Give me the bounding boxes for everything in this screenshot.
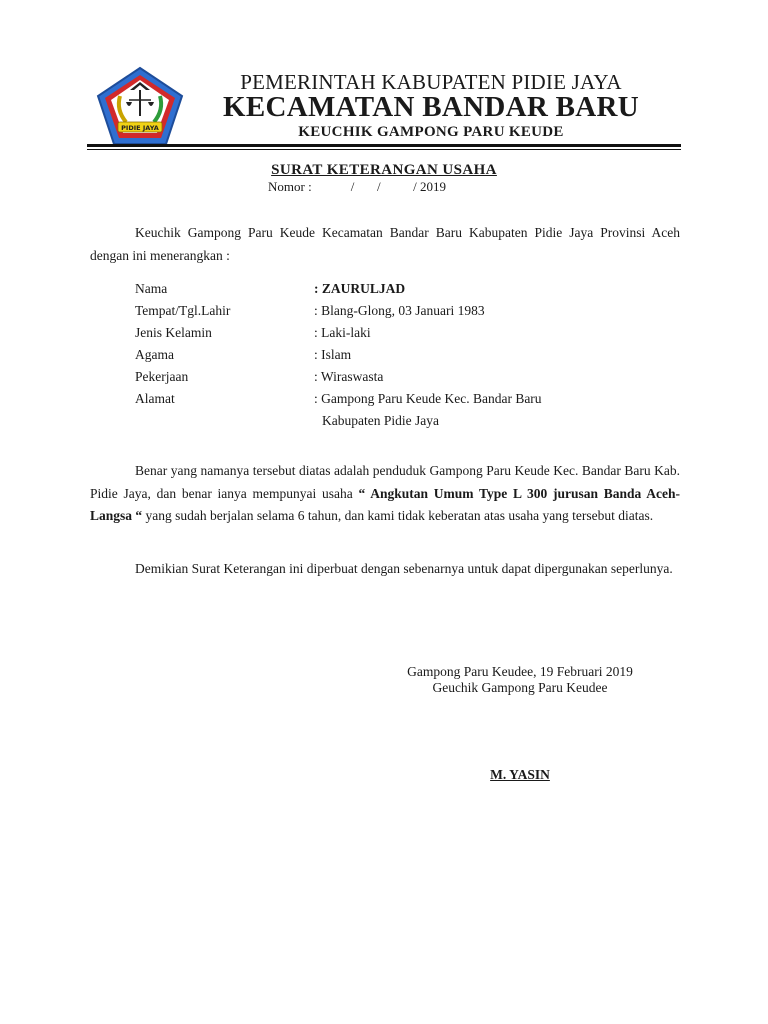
field-value-address: : Gampong Paru Keude Kec. Bandar Baru (314, 391, 542, 406)
field-value-occupation: : Wiraswasta (314, 369, 384, 384)
statement-paragraph (90, 460, 680, 528)
signature-place-date: Gampong Paru Keudee, 19 Februari 2019 (407, 664, 633, 679)
field-label-occupation: Pekerjaan (135, 369, 189, 384)
document-number: Nomor : / / / 2019 (268, 179, 447, 194)
field-label-birth: Tempat/Tgl.Lahir (135, 303, 231, 318)
field-label-religion: Agama (135, 347, 174, 362)
field-label-name: Nama (135, 281, 168, 296)
field-value-address-cont: Kabupaten Pidie Jaya (322, 413, 439, 428)
field-label-address: Alamat (135, 391, 175, 406)
letterhead-rule-thin (87, 149, 681, 150)
field-value-name: : ZAURULJAD (314, 281, 406, 296)
field-label-gender: Jenis Kelamin (135, 325, 212, 340)
document-title: SURAT KETERANGAN USAHA (271, 162, 497, 178)
closing-paragraph: Demikian Surat Keterangan ini diperbuat dengan sebenarnya untuk dapat dipergunakan seperlunya. (135, 561, 673, 576)
letterhead-rule-thick (87, 144, 681, 147)
statement-text-a: Benar yang namanya tersebut diatas adalah penduduk Gampong Paru Keude Kec. Bandar Baru Kab. Pidie Jaya, dan benar ianya mempunyai usaha (90, 463, 680, 501)
field-value-birth: : Blang-Glong, 03 Januari 1983 (314, 303, 485, 318)
district-name: KECAMATAN BANDAR BARU (222, 91, 640, 123)
village-office-name: KEUCHIK GAMPONG PARU KEUDE (298, 124, 564, 140)
intro-paragraph: Keuchik Gampong Paru Keude Kecamatan Bandar Baru Kabupaten Pidie Jaya Provinsi Aceh dengan ini menerangkan : (90, 225, 680, 263)
field-value-religion: : Islam (314, 347, 352, 362)
signatory-name: M. YASIN (490, 767, 550, 782)
field-value-gender: : Laki-laki (314, 325, 371, 340)
logo-banner-text: PIDIE JAYA (121, 124, 159, 132)
statement-text-c: yang sudah berjalan selama 6 tahun, dan kami tidak keberatan atas usaha yang tersebut diatas. (142, 508, 654, 523)
regency-emblem-icon (96, 66, 184, 146)
signature-position: Geuchik Gampong Paru Keudee (432, 680, 608, 695)
business-type: “ Angkutan Umum Type L 300 jurusan Banda Aceh-Langsa “ (90, 485, 681, 523)
government-name: PEMERINTAH KABUPATEN PIDIE JAYA (240, 70, 622, 94)
